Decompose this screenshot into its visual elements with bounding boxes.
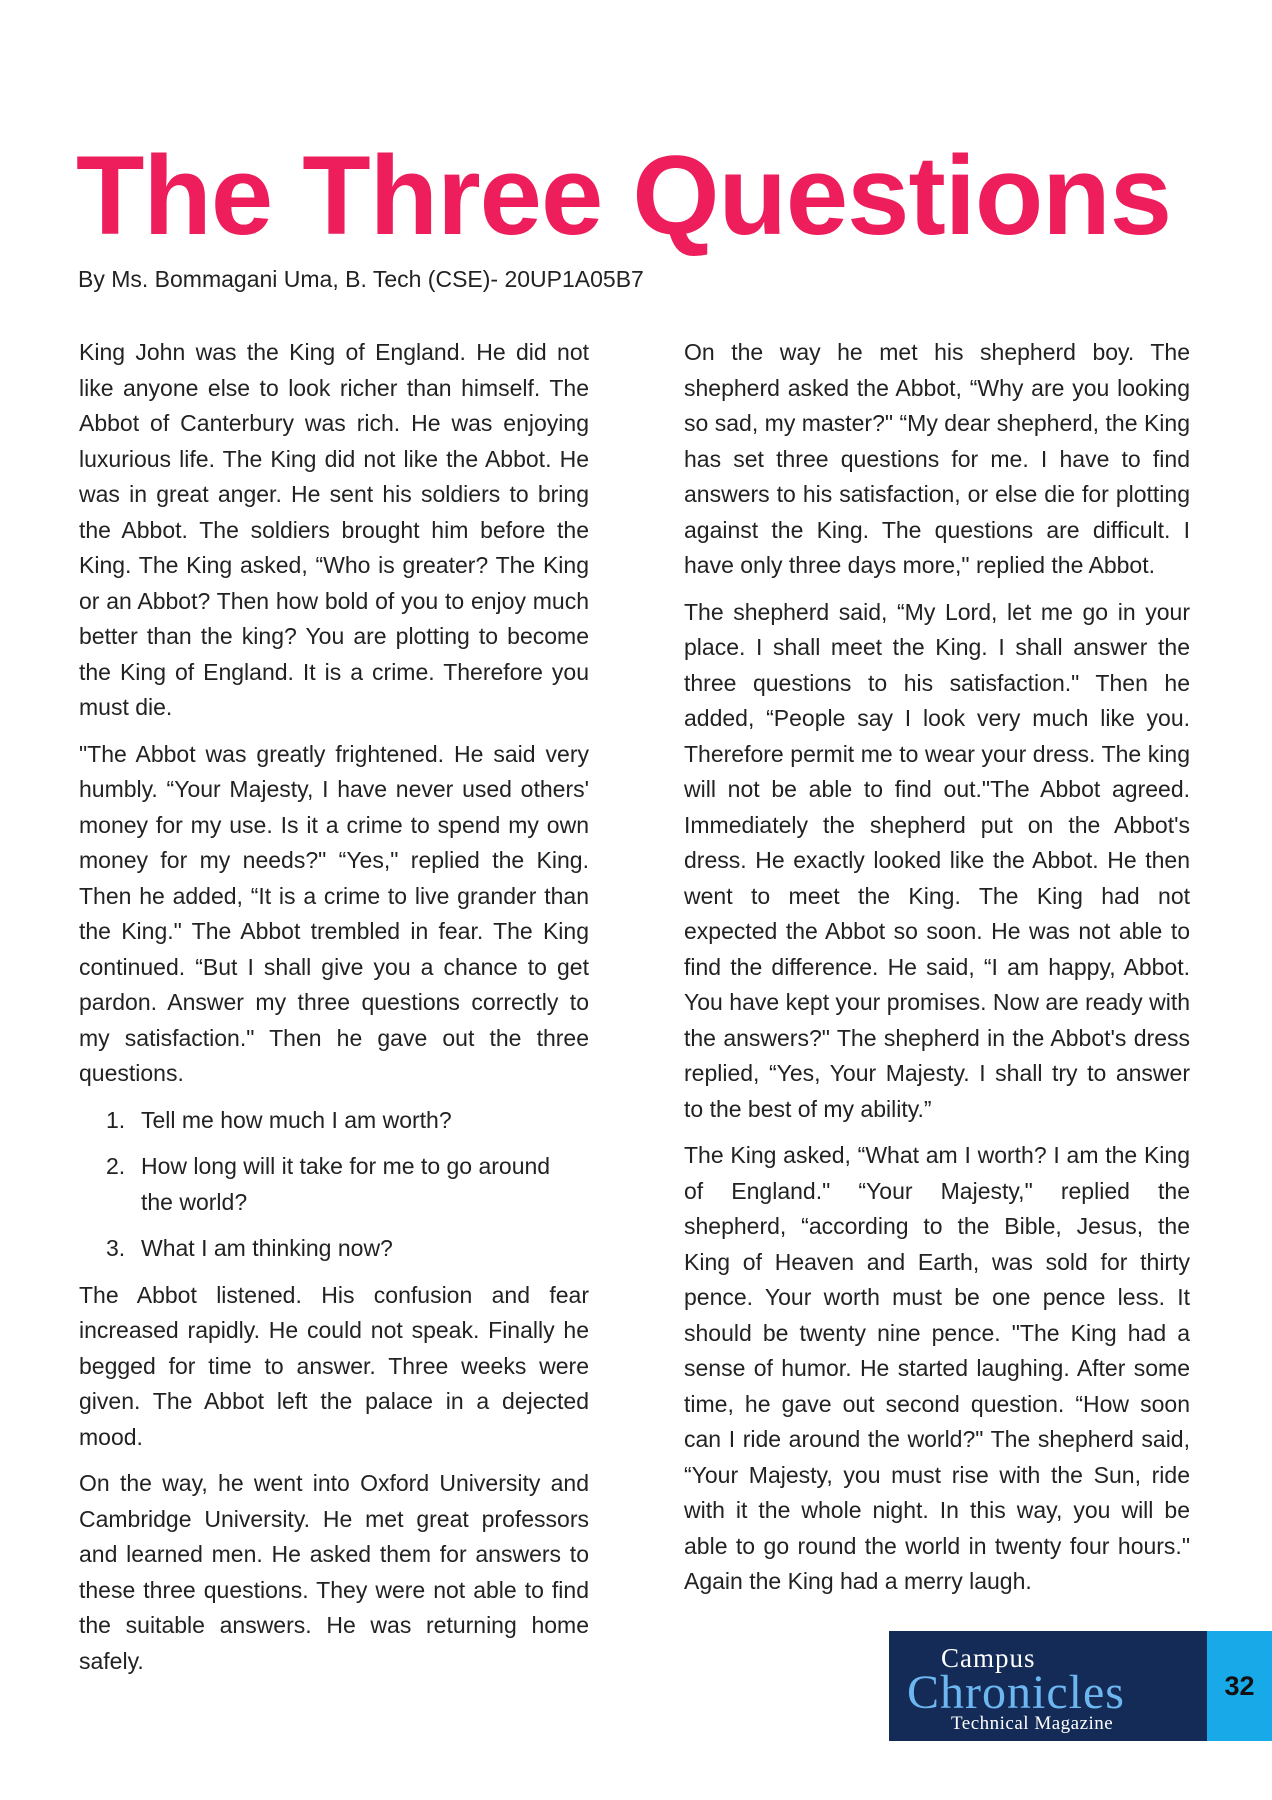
paragraph: The shepherd said, “My Lord, let me go in your place. I shall meet the King. I shall answer the three questions to his satisfaction." Then he added, “People say I look very much like you. Therefore permit me to wear your dress. The king will not be able to find out."The Abbot agreed. Immediately the shepherd put on the Abbot's dress. He exactly looked like the Abbot. He then went to meet the King. The King had not expected the Abbot so soon. He was not able to find the difference. He said, “I am happy, Abbot. You have kept your promises. Now are ready with the answers?" The shepherd in the Abbot's dress replied, “Yes, Your Majesty. I shall try to answer to the best of my ability.” bbox=[684, 598, 1190, 1122]
list-item bbox=[79, 1149, 589, 1220]
article-title: The Three Questions bbox=[76, 133, 1171, 258]
paragraph: The Abbot listened. His confusion and fear increased rapidly. He could not speak. Finally he begged for time to answer. Three weeks were given. The Abbot left the palace in a dejected mood. bbox=[79, 1281, 589, 1450]
logo-line-campus: Campus bbox=[941, 1643, 1036, 1673]
logo-line-chronicles: Chronicles bbox=[907, 1666, 1125, 1719]
right-column bbox=[684, 335, 1190, 1611]
left-column bbox=[79, 335, 589, 1690]
list-text: What I am thinking now? bbox=[141, 1235, 393, 1261]
paragraph: The King asked, “What am I worth? I am the King of England." “Your Majesty," replied the shepherd, “according to the Bible, Jesus, the King of Heaven and Earth, was sold for thirty pence. Your worth must be one pence less. It should be twenty nine pence. "The King had a sense of humor. He started laughing. After some time, he gave out second question. “How soon can I ride around the world?" The shepherd said, “Your Majesty, you must rise with the Sun, ride with it the whole night. In this way, you will be able to go round the world in twenty four hours." Again the King had a merry laugh. bbox=[684, 1142, 1190, 1594]
list-text: How long will it take for me to go around the world? bbox=[141, 1153, 551, 1215]
paragraph: King John was the King of England. He did not like anyone else to look richer than himself. The Abbot of Canterbury was rich. He was enjoying luxurious life. The King did not like the Abbot. He was in great anger. He sent his soldiers to bring the Abbot. The soldiers brought him before the King. The King asked, “Who is greater? The King or an Abbot? Then how bold of you to enjoy much better than the king? You are plotting to become the King of England. It is a crime. Therefore you must die. bbox=[79, 339, 589, 720]
paragraph: On the way, he went into Oxford University and Cambridge University. He met great professors and learned men. He asked them for answers to these three questions. They were not able to find the suitable answers. He was returning home safely. bbox=[79, 1470, 589, 1674]
questions-list bbox=[79, 1103, 589, 1267]
list-number: 2. bbox=[106, 1153, 126, 1179]
list-number: 1. bbox=[106, 1106, 126, 1133]
paragraph: "The Abbot was greatly frightened. He said very humbly. “Your Majesty, I have never used others' money for my use. Is it a crime to spend my own money for my needs?" “Yes," replied the King. Then he added, “It is a crime to live grander than the King." The Abbot trembled in fear. The King continued. “But I shall give you a chance to get pardon. Answer my three questions correctly to my satisfaction." Then he gave out the three questions. bbox=[79, 740, 589, 1086]
list-item bbox=[79, 1103, 589, 1139]
list-text: Tell me how much I am worth? bbox=[141, 1106, 452, 1133]
article-byline: By Ms. Bommagani Uma, B. Tech (CSE)- 20UP1A05B7 bbox=[78, 266, 644, 292]
page-number: 32 bbox=[1207, 1631, 1272, 1741]
list-item bbox=[79, 1231, 589, 1267]
magazine-logo bbox=[889, 1631, 1207, 1741]
logo-line-tagline: Technical Magazine bbox=[951, 1713, 1114, 1734]
list-number: 3. bbox=[106, 1235, 126, 1261]
page-footer bbox=[889, 1631, 1272, 1741]
paragraph: On the way he met his shepherd boy. The shepherd asked the Abbot, “Why are you looking so sad, my master?" “My dear shepherd, the King has set three questions for me. I have to find answers to his satisfaction, or else die for plotting against the King. The questions are difficult. I have only three days more," replied the Abbot. bbox=[684, 339, 1190, 578]
